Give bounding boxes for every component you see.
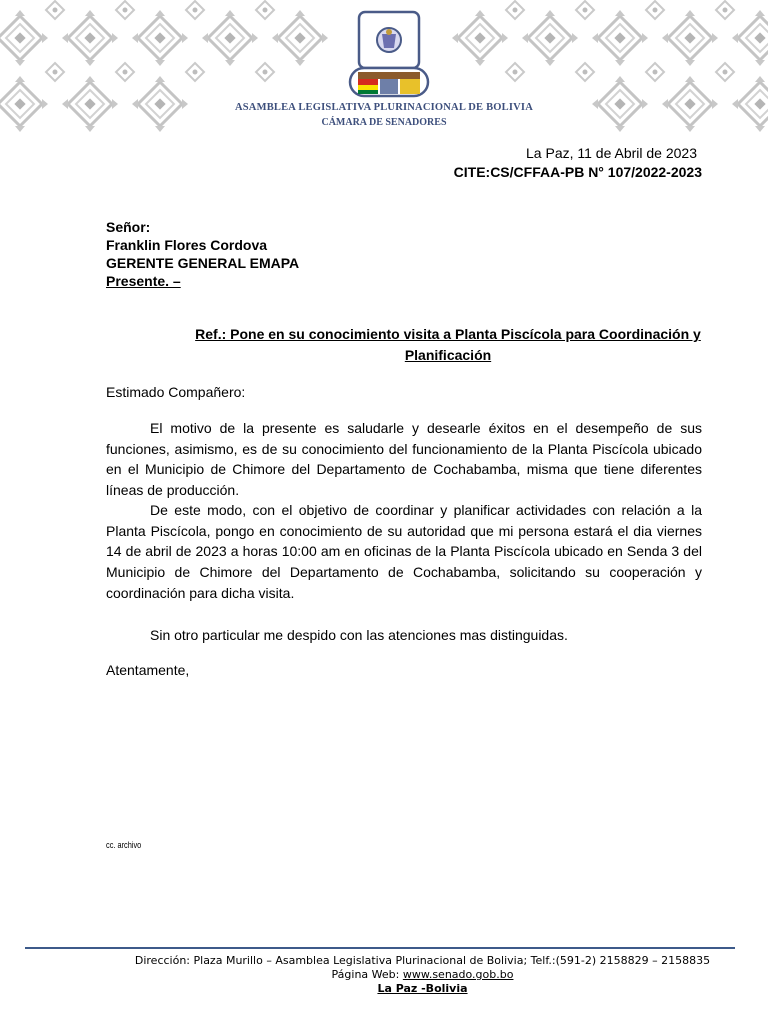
bolivian-senate-emblem-icon: [346, 8, 432, 104]
carbon-copy-note: cc. archivo: [106, 840, 142, 850]
footer: [0, 954, 768, 996]
footer-address: Dirección: Plaza Murillo – Asamblea Legislativa Plurinacional de Bolivia; Telf.:(591-2) 2158829 – 2158835: [134, 954, 711, 967]
reference-line: Ref.: Pone en su conocimiento visita a Planta Piscícola para Coordinación y Planificación: [195, 326, 701, 363]
addressee-name: Franklin Flores Cordova: [106, 237, 268, 253]
closing: Atentamente,: [106, 662, 190, 678]
header-pattern-band: [0, 0, 768, 135]
footer-web: [0, 968, 768, 982]
greeting: Estimado Compañero:: [106, 384, 246, 400]
addressee-block: [106, 218, 299, 290]
chamber-name: CÁMARA DE SENADORES: [321, 117, 447, 128]
body-paragraph-1: El motivo de la presente es saludarle y desearle éxitos en el desempeño de sus funciones, asimismo, es de su conocimiento del funcionamiento de la Planta Piscícola ubicado en el Municipio de Chimore del Departamento de Cochabamba, misma que tiene diferentes líneas de producción.: [106, 420, 702, 499]
letter-cite: CITE:CS/CFFAA-PB N° 107/2022-2023: [453, 164, 702, 180]
footer-web-link[interactable]: www.senado.gob.bo: [402, 968, 514, 981]
body-paragraph-2: De este modo, con el objetivo de coordinar y planificar actividades con relación a la Planta Piscícola, pongo en conocimiento de su autoridad que mi persona estará el dia viernes 14 de abril de 2023 a horas 10:00 am en oficinas de la Planta Piscícola ubicado en Senda 3 del Municipio de Chimore del Departamento de Cochabamba, solicitando su cooperación y coordinación para dicha visita.: [106, 502, 702, 601]
letter-date: La Paz, 11 de Abril de 2023: [526, 145, 697, 161]
institution-name: ASAMBLEA LEGISLATIVA PLURINACIONAL DE BOLIVIA: [234, 102, 534, 113]
body-paragraph-3: Sin otro particular me despido con las atenciones mas distinguidas.: [150, 627, 568, 643]
addressee-presente: Presente. –: [106, 273, 181, 289]
footer-city: La Paz -Bolivia: [377, 982, 468, 995]
addressee-position: GERENTE GENERAL EMAPA: [106, 255, 300, 271]
footer-divider: [25, 947, 735, 949]
footer-web-label: Página Web:: [331, 968, 403, 981]
addressee-salutation: Señor:: [106, 219, 151, 235]
